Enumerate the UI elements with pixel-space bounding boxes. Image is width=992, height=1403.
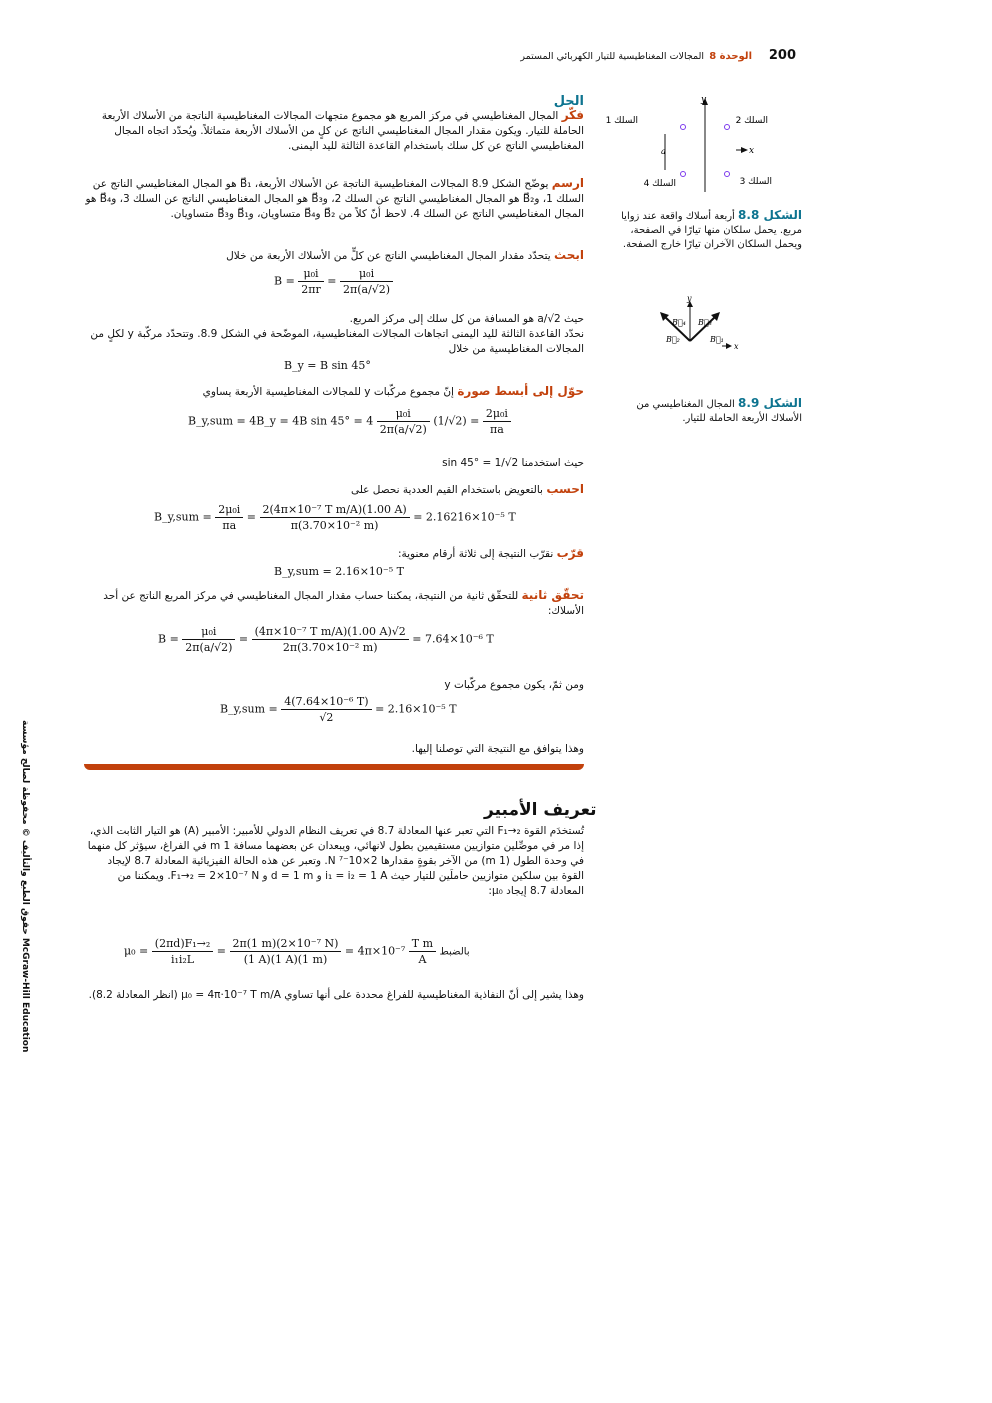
b4-label: B⃗₄ (672, 318, 686, 327)
final-equation: B_y,sum = $\frac{\text{4(7.64×10⁻⁶ T)}}{√2}$ = 2.16×10⁻⁵ T (220, 695, 457, 724)
figure-8-9-caption: الشكل 8.9 المجال المغناطيسي من الأسلاك الأربعة الحاملة للتيار. (636, 396, 802, 424)
unit-label: الوحدة 8 (709, 51, 752, 62)
fig89-y-label: y (687, 294, 692, 303)
research-step: ابحث يتحدّد مقدار المجال المغناطيسي الناتج عن كلٍّ من الأسلاك الأربعة من خلال (226, 248, 584, 262)
wire3-label: السلك 3 (739, 177, 772, 187)
wire1-label: السلك 1 (605, 116, 638, 126)
ampere-text: تُستخدَم القوة F₁→₂ التي تعبر عنها المعادلة 8.7 في تعريف النظام الدولي للأمبير: الأمبير (A) هو التيار الثابت الذي، إذا مر في موصِّلين متوازيين مستقيمين بطول لانهائي، ويبعدان عن بعضهما مسافة 1 m في الفراغ، سيؤثر كل منهما في وحدة الطول (1 m) من الآخر بقوةٍ مقدارها 2×10⁻⁷ N. وتعبر عن هذه الحالة الفيزيائية المعادلة 8.7 لإيجاد القوة بين سلكين متوازيين حاملَين للتيار حيث i₁ = i₂ = 1 A و d = 1 m و F₁→₂ = 2×10⁻⁷ N. ويمكننا من المعادلة 8.7 إيجاد μ₀: (87, 825, 584, 897)
round-step: قرّب نقرّب النتيجة إلى ثلاثة أرقام معنوية: (397, 546, 584, 560)
b3-label: B⃗₃ (698, 318, 712, 327)
copyright-text: حقوق الطبع والتأليف © محفوظة لصالح مؤسسة McGraw-Hill Education (20, 720, 30, 1053)
check-equation: B = $\frac{\text{μ₀i}}{2\pi(a/√2)}$ = $\frac{\text{(4π×10⁻⁷ T m/A)(1.00 A)√2}}{\text{2π(3.70×10⁻² m)}}$ = 7.64×10⁻⁶ T (158, 625, 494, 654)
check-step: تحقّق ثانية للتحقّق ثانية من النتيجة، يمكننا حساب مقدار المجال المغناطيسي في مركز المربع الناتج عن أحد الأسلاك: (103, 588, 584, 617)
calculate-step: احسب بالتعويض باستخدام القيم العددية نحصل على (350, 482, 584, 496)
mu-equation: μ₀ = $\frac{\text{(2πd)F₁→₂}}{\text{i₁i₂L}}$ = $\frac{\text{2π(1 m)(2×10⁻⁷ N)}}{(1 A)(1 A)(1 m)}$ = 4π×10⁻⁷ $\frac{\text{T m}}{A}$ بالضبط (124, 937, 470, 966)
wire4-dot (681, 172, 686, 177)
b1-label: B⃗₁ (710, 335, 724, 344)
fig89-x-arrow (726, 343, 732, 349)
page-number: 200 (768, 48, 796, 63)
fig88-x-label: x (749, 146, 755, 156)
page-header (400, 48, 800, 68)
wire3-cross (725, 172, 730, 177)
research-equation: B = $\frac{\text{μ₀i}}{2\pi r}$ = $\frac{\text{μ₀i}}{2\pi(a/√2)}$ (274, 266, 393, 297)
sketch-step: ارسم يوضّح الشكل 8.9 المجالات المغناطيسية الناتجة عن الأسلاك الأربعة، B⃗₁ هو المجال المغناطيسي الناتج عن السلك 1، وB⃗₂ هو المجال المغناطيسي الناتج عن السلك 2، وB⃗₃ هو المجال المغناطيسي الناتج عن السلك 3، وB⃗₄ هو المجال المغناطيسي الناتج عن السلك 4. لاحظ أنّ كلاً من B⃗₂ وB⃗₄ متساويان، وB⃗₁ وB⃗₃ متساويان. (85, 176, 584, 220)
copyright-sidebar (2, 720, 42, 1053)
sin-note: حيث استخدمنا sin 45° = 1/√2 (442, 457, 584, 469)
side-a-label: a (661, 147, 666, 156)
ampere-closing: وهذا يشير إلى أنّ النفاذية المغناطيسية للفراغ محددة على أنها تساوي μ₀ = 4π·10⁻⁷ T m/A (انظر المعادلة 8.2). (88, 989, 584, 1001)
figure-8-8-diagram (605, 94, 803, 204)
wire4-label: السلك 4 (643, 179, 676, 189)
by-equation: B_y = B sin 45° (284, 359, 371, 372)
solution-box (84, 94, 584, 770)
where-text: حيث a/√2 هو المسافة من كل سلك إلى مركز المربع. (349, 313, 584, 325)
think-step: فكّر المجال المغناطيسي في مركز المربع هو مجموع متجهات المجالات المغناطيسية الناتجة من الأسلاك الأربعة الحاملة للتيار. ويكون مقدار المجال المغناطيسي الناتج عن كلٍ من الأسلاك الأربعة متماثلاً. ويُحدّد اتجاه المجال المغناطيسي الناتج عن كل سلك باستخدام القاعدة الثالثة لليد اليمنى. (101, 108, 584, 152)
round-equation: B_y,sum = 2.16×10⁻⁵ T (274, 565, 404, 578)
wire2-cross (725, 125, 730, 130)
solution-title: الحل (553, 94, 584, 109)
rule-text: نحدّد القاعدة الثالثة لليد اليمنى اتجاهات المجالات المغناطيسية، الموضّحة في الشكل 8.9. وتتحدّد مركّبة y لكلٍ من المجالات المغناطيسية من خلال (90, 328, 584, 355)
simplify-step: حوّل إلى أبسط صورة إنّ مجموع مركّبات y للمجالات المغناطيسية الأربعة يساوي (202, 384, 584, 398)
wire1-dot (681, 125, 686, 130)
x-axis-arrow (741, 147, 748, 153)
figure-8-9-diagram (640, 296, 770, 356)
thus-text: ومن ثمّ، يكون مجموع مركّبات y (444, 679, 584, 691)
fig88-y-label: y (701, 95, 707, 105)
b2-label: B⃗₂ (666, 335, 680, 344)
figure-8-8-caption: الشكل 8.8 أربعة أسلاك واقعة عند زوايا مربع. يحمل سلكان منها تيارًا في الصفحة، ويحمل السلكان الآخران تيارًا خارج الصفحة. (621, 208, 802, 250)
calc-equation: B_y,sum = $\frac{\text{2μ₀i}}{\pi a}$ = $\frac{\text{2(4π×10⁻⁷ T m/A)(1.00 A)}}{\text{π(3.70×10⁻² m)}}$ = 2.16216×10⁻⁵ T (154, 503, 516, 532)
sum-equation: B_y,sum = 4B_y = 4B sin 45° = 4 $\frac{\text{μ₀i}}{2\pi(a/√2)}$ (1/√2) = $\frac{\text{2μ₀i}}{\pi a}$ (188, 406, 511, 437)
solution-bottom-bar (84, 764, 584, 770)
agree-text: وهذا يتوافق مع النتيجة التي توصلنا إليها. (411, 743, 584, 755)
header-title: المجالات المغناطيسية للتيار الكهربائي المستمر (520, 51, 704, 62)
ampere-section-title: تعريف الأمبير (484, 800, 597, 820)
wire2-label: السلك 2 (735, 116, 768, 126)
fig89-x-label: x (734, 342, 739, 351)
